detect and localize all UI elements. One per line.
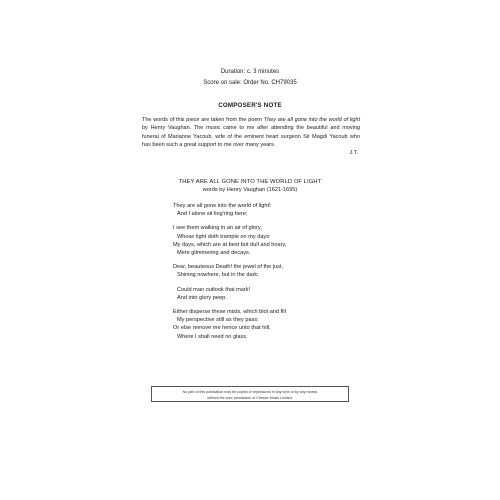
copyright-notice-box — [151, 386, 349, 402]
poem-line: I see them walking in an air of glory, — [173, 225, 262, 232]
copyright-line-2: without the prior permission of Chester Music Limited. — [207, 395, 293, 400]
poem-line: And I alone sit ling'ring here; — [177, 211, 248, 218]
poem-line: Whose light doth trample on my days: — [177, 233, 271, 240]
score-order-text: Score on sale: Order No. CH79035 — [203, 80, 297, 86]
composers-note-body — [142, 116, 360, 150]
note-text-part-2: by Henry Vaughan. The music came to me after attending the beautiful and moving funeral of Marianne Yacoub, wife of the eminent heart surgeon Sir Magdi Yacoub who has been such a great support to me over many years. — [142, 125, 360, 149]
poem-line: Shining nowhere, but in the dark; — [177, 272, 259, 279]
poem-body — [173, 202, 373, 347]
poem-stanza-4 — [173, 286, 373, 302]
poem-line: My perspective still as they pass: — [177, 317, 259, 324]
note-text-part-1: The words of this piece are taken from the poem — [142, 117, 264, 123]
poem-stanza-5 — [173, 308, 373, 341]
duration-text: Duration: c. 3 minutes — [220, 69, 280, 75]
poem-line: Dear, beauteous Death! the jewel of the just, — [173, 264, 284, 271]
poem-line: Could man outlook that mark! — [177, 286, 251, 293]
poem-line: And into glory peep. — [177, 294, 227, 301]
poem-title: THEY ARE ALL GONE INTO THE WORLD OF LIGHT — [178, 179, 322, 185]
composer-initials: J.T. — [349, 150, 358, 156]
poem-line: They are all gone into the world of light! — [173, 203, 271, 209]
poem-byline: words by Henry Vaughan (1621-1695) — [202, 187, 298, 193]
poem-line: Either disperse these mists, which blot and fill — [173, 309, 286, 316]
poem-line: My days, which are at best but dull and hoary, — [173, 241, 287, 248]
poem-line: Where I shall need no glass. — [177, 333, 248, 340]
poem-line: Or else remove me hence unto that hill, — [173, 325, 271, 332]
poem-stanza-3 — [173, 263, 373, 279]
poem-line: Mere glimmering and decays. — [177, 250, 251, 257]
composers-note-heading: COMPOSER'S NOTE — [218, 102, 282, 109]
poem-stanza-1 — [173, 202, 373, 218]
poem-stanza-2 — [173, 224, 373, 257]
note-poem-title-italic: They are all gone into the world of light — [263, 117, 360, 123]
copyright-line-1: No part of this publication may be copied or reproduced in any form or by any means — [182, 389, 318, 394]
